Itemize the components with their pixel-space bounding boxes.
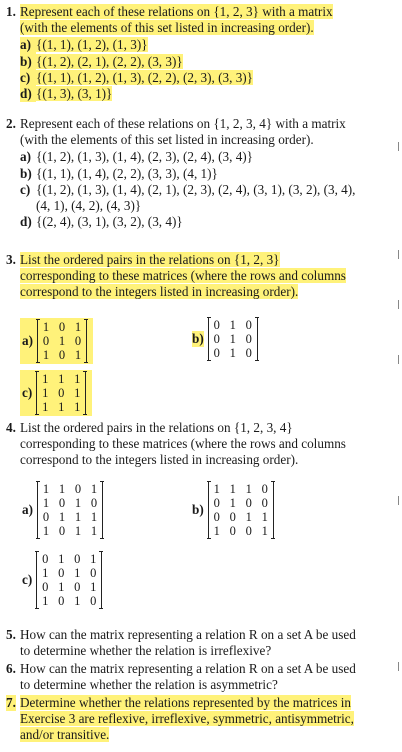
matrix-cell: 1 [42,566,49,580]
matrix-cell: 1 [229,496,236,510]
matrix-cell: 1 [90,580,97,594]
list-item: a) {(1, 1), (1, 2), (1, 3)} [20,37,148,53]
matrix-cell: 0 [90,496,98,510]
margin-mark [398,142,399,151]
matrix-row [208,524,273,538]
matrix-cell: 1 [74,386,81,400]
matrix-row [37,552,102,566]
problem-number: 1. [6,4,16,19]
problem-number: 2. [6,116,16,131]
matrix-cell: 0 [58,348,66,362]
matrix-cell: 0 [213,496,220,510]
matrix-cell: 0 [58,524,66,538]
matrix-cell: 1 [42,482,50,496]
matrix-cell: 0 [58,386,65,400]
matrix-row [38,510,103,524]
matrix-cell: 1 [245,510,252,524]
matrix-cell: 1 [74,566,81,580]
problem-text: List the ordered pairs in the relations on {1, 2, 3, 4} corresponding to these matrices (where the rows and columns correspond to the integers listed in increasing order). [20,420,346,468]
matrix-cell: 1 [213,524,220,538]
matrix-cell: 0 [213,346,220,360]
matrix-cell: 0 [229,510,236,524]
matrix-cell: 0 [74,552,81,566]
problem-7 [6,695,358,744]
matrix-cell: 1 [42,372,49,386]
matrix-cell: 1 [42,400,49,414]
problem-text: Represent each of these relations on {1, 2, 3, 4} with a matrix (with the elements of this set listed in increasing order). [20,116,346,148]
list-item: b) {(1, 2), (2, 1), (2, 2), (3, 3)} [20,53,183,69]
matrix-cell: 1 [42,594,49,608]
matrix-cell: 0 [58,496,66,510]
matrix-cell: 1 [74,594,81,608]
problem-text: List the ordered pairs in the relations on {1, 2, 3} corresponding to these matrices (where the rows and columns correspond to the integers listed in increasing order). [20,252,346,300]
problem-text: Determine whether the relations represented by the matrices in Exercise 3 are reflexive, irreflexive, symmetric, antisymmetric, and/or transitive. [20,695,354,743]
matrix-3c: c) 1 1 1 1 0 1 1 1 1 [20,370,92,416]
list-item: a) {(1, 2), (1, 3), (1, 4), (2, 3), (2, 4), (3, 4)} [20,149,254,165]
problem-4 [6,420,358,469]
matrix-cell: 1 [42,386,49,400]
matrix-cell: 0 [213,318,220,332]
matrix-cell: 0 [245,346,252,360]
list-item: d) {(2, 4), (3, 1), (3, 2), (3, 4)} [20,214,183,230]
matrix-row [208,346,257,360]
problem-2 [6,116,358,230]
matrix-cell: 1 [42,348,50,362]
problem-6 [6,661,358,693]
matrix-row [208,482,273,496]
problem-text: How can the matrix representing a relation R on a set A be used to determine whether the relation is irreflexive? [20,627,356,659]
matrix-cell: 0 [42,552,49,566]
matrix-cell: 0 [213,332,220,346]
list-item: c) {(1, 1), (1, 2), (1, 3), (2, 2), (2, 3), (3, 3)} [20,69,254,85]
list-item: b) {(1, 1), (1, 4), (2, 2), (3, 3), (4, 1)} [20,165,218,181]
matrix-cell: 0 [245,496,252,510]
matrix-cell: 0 [245,318,252,332]
margin-mark [398,355,399,364]
matrix-row [37,372,86,386]
matrix-cell: 0 [58,594,65,608]
matrix-row [208,318,257,332]
matrix-cell: 1 [229,346,236,360]
matrix-cell: 0 [42,580,49,594]
matrix-cell: 0 [261,496,268,510]
matrix-cell: 1 [42,320,50,334]
matrix-cell: 1 [229,318,236,332]
matrix-row [38,348,87,362]
matrix-row [38,482,103,496]
matrix-cell: 1 [74,524,82,538]
matrix-cell: 0 [261,482,268,496]
matrix-row [38,524,103,538]
matrix-cell: 1 [261,524,268,538]
matrix-3a: a) 1 0 1 0 1 0 1 0 1 [20,318,93,364]
matrix-cell: 1 [58,510,66,524]
matrix-cell: 1 [42,496,50,510]
matrix-row [208,332,257,346]
matrix-cell: 1 [74,400,81,414]
matrix-row [208,510,273,524]
matrix-row [37,386,86,400]
matrix-cell: 0 [74,334,82,348]
matrix-row [38,334,87,348]
problem-text: How can the matrix representing a relation R on a set A be used to determine whether the relation is asymmetric? [20,661,356,693]
matrix-cell: 0 [213,510,220,524]
matrix-row [37,580,102,594]
problem-1 [6,4,358,102]
matrix-cell: 0 [74,580,81,594]
margin-mark [398,496,399,505]
matrix-cell: 0 [90,566,97,580]
matrix-cell: 1 [213,482,220,496]
problem-number: 7. [6,695,16,710]
matrix-cell: 1 [74,320,82,334]
matrix-cell: 0 [229,524,236,538]
problem-number: 3. [6,252,16,267]
problem-3 [6,252,358,301]
matrix-4a: a) 1 1 0 1 1 0 1 0 0 1 1 1 1 0 1 1 [22,482,103,538]
matrix-3b: b) 0 1 0 0 1 0 0 1 0 [192,318,258,360]
margin-mark [398,662,399,671]
matrix-row [208,496,273,510]
matrix-cell: 0 [245,332,252,346]
matrix-cell: 1 [42,524,50,538]
problem-number: 4. [6,420,16,435]
problem-text: Represent each of these relations on {1, 2, 3} with a matrix (with the elements of this set listed in increasing order). [20,4,333,36]
matrix-cell: 1 [58,580,65,594]
matrix-row [37,594,102,608]
matrix-cell: 1 [90,482,98,496]
matrix-cell: 0 [245,524,252,538]
matrix-cell: 1 [245,482,252,496]
matrix-cell: 1 [90,510,98,524]
matrix-cell: 1 [90,524,98,538]
matrix-row [38,320,87,334]
matrix-cell: 1 [74,348,82,362]
list-item: c) {(1, 2), (1, 3), (1, 4), (2, 1), (2, 3), (2, 4), (3, 1), (3, 2), (3, 4), (4, 1), (4, 2), (4, 3)} [20,181,356,214]
matrix-cell: 1 [229,332,236,346]
matrix-4c: c) 0 1 0 1 1 0 1 0 0 1 0 1 1 0 1 0 [22,552,102,608]
matrix-row [37,400,86,414]
matrix-cell: 1 [58,552,65,566]
matrix-cell: 1 [58,334,66,348]
problem-number: 5. [6,627,16,642]
matrix-cell: 0 [58,320,66,334]
matrix-cell: 1 [261,510,268,524]
problem-number: 6. [6,661,16,676]
problem-5 [6,627,358,659]
matrix-row [38,496,103,510]
matrix-cell: 1 [74,496,82,510]
matrix-cell: 1 [229,482,236,496]
margin-mark [398,250,399,259]
matrix-cell: 0 [42,334,50,348]
matrix-row [37,566,102,580]
matrix-cell: 1 [74,510,82,524]
matrix-4b: b) 1 1 1 0 0 1 0 0 0 0 1 1 1 0 0 1 [192,482,274,538]
margin-mark [398,300,399,309]
matrix-cell: 1 [58,400,65,414]
matrix-cell: 0 [74,482,82,496]
matrix-cell: 0 [90,594,97,608]
matrix-cell: 1 [74,372,81,386]
matrix-cell: 1 [58,372,65,386]
matrix-cell: 0 [58,566,65,580]
matrix-cell: 1 [58,482,66,496]
list-item: d) {(1, 3), (3, 1)} [20,86,113,102]
matrix-cell: 1 [90,552,97,566]
matrix-cell: 0 [42,510,50,524]
